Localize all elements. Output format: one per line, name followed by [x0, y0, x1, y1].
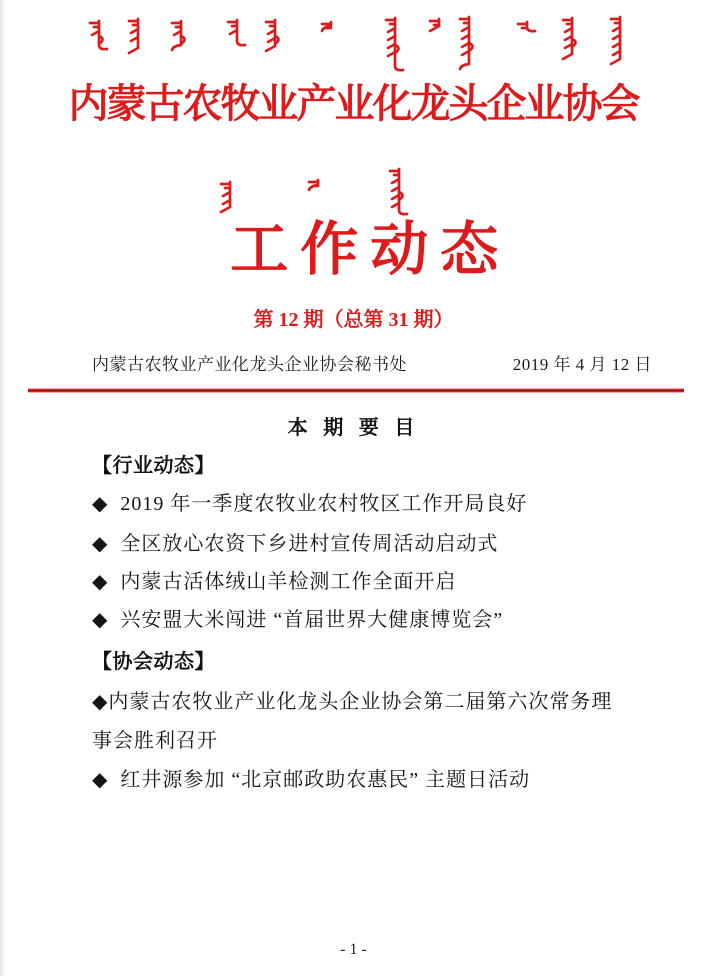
publisher-name: 内蒙古农牧业产业化龙头企业协会秘书处: [92, 355, 407, 374]
mongolian-script-word: [559, 15, 585, 64]
toc-item: ◆ 内蒙古活体绒山羊检测工作全面开启: [92, 571, 457, 593]
toc-item: ◆内蒙古农牧业产业化龙头企业协会第二届第六次常务理: [92, 691, 613, 713]
publication-info-row: [92, 350, 652, 375]
page-number: - 1 -: [340, 941, 367, 958]
mongolian-script-word: [86, 18, 112, 55]
association-name-title: 内蒙古农牧业产业化龙头企业协会: [68, 81, 639, 126]
digest-title: 本 期 要 目: [287, 417, 420, 439]
toc-item: ◆ 红井源参加 “北京邮政助农惠民” 主题日活动: [92, 769, 531, 791]
section-header-association: 【协会动态】: [92, 651, 215, 673]
mongolian-script-word: [607, 14, 633, 69]
mongolian-script-word: [305, 177, 331, 195]
mongolian-script-word: [514, 19, 540, 37]
mongolian-script-word: [426, 16, 452, 36]
toc-item: ◆ 全区放心农资下乡进村宣传周活动启动式: [92, 533, 499, 555]
mongolian-script-word: [382, 15, 408, 76]
mongolian-script-word: [224, 17, 250, 51]
toc-item: ◆ 2019 年一季度农牧业农村牧区工作开局良好: [92, 493, 528, 515]
publication-date: 2019 年 4 月 12 日: [512, 355, 652, 374]
section-header-industry: 【行业动态】: [92, 455, 215, 477]
bulletin-title: 工作动态: [230, 217, 511, 282]
mongolian-script-word: [456, 14, 482, 74]
mongolian-script-word: [125, 16, 151, 58]
mongolian-script-word: [262, 17, 288, 56]
masthead-divider-rule: [28, 388, 684, 393]
mongolian-script-word: [318, 19, 344, 36]
mongolian-script-word: [168, 18, 194, 55]
toc-item: ◆ 兴安盟大米闯进 “首届世界大健康博览会”: [92, 609, 504, 631]
toc-item: 事会胜利召开: [92, 730, 218, 752]
issue-number-line: 第 12 期（总第 31 期）: [253, 309, 454, 331]
